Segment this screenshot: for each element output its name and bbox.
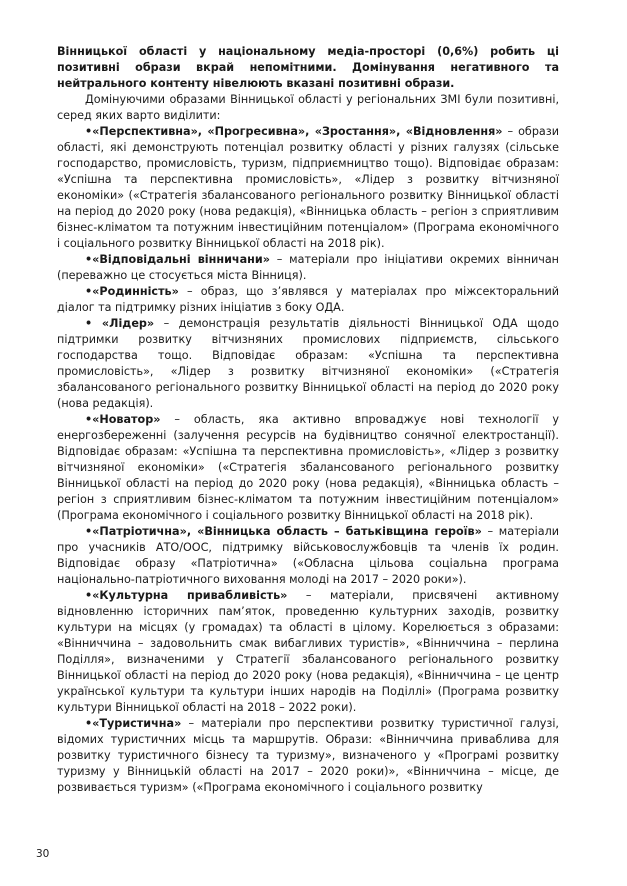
item-title: «Лідер» xyxy=(92,317,155,330)
item-bullet: • xyxy=(85,525,93,538)
item-title: «Перспективна», «Прогресивна», «Зростання», «Відновлення» xyxy=(92,125,503,138)
item-bullet: • xyxy=(85,285,93,298)
list-item xyxy=(57,316,559,412)
list-item xyxy=(57,588,559,716)
item-text: – матеріали, присвячені активному відновленню історичних пам’яток, проведенню культурних заходів, розвитку культури на місцях (у громадах) та області в цілому. Корелюється з образами: «Вінниччина – задовольнить смак вибагливих туристів», «Вінниччина – перлина Поділля», визначеними у Стратегії збалансованого регіонального розвитку Вінницької області на період до 2020 року (нова редакція), «Вінниччина – це центр української культури та культури інших народів на Поділлі» (Програма розвитку культури Вінницької області на 2018 – 2022 роки). xyxy=(57,589,559,714)
list-item xyxy=(57,252,559,284)
list-item xyxy=(57,716,559,796)
item-text: – демонстрація результатів діяльності Вінницької ОДА щодо підтримки розвитку вітчизняних промислових підприємств, сільського господарства тощо. Відповідає образам: «Успішна та перспективна промисловість», «Лідер з розвитку вітчизняної економіки» («Стратегія збалансованого регіонального розвитку Вінницької області на період до 2020 року (нова редакція). xyxy=(57,317,560,410)
item-bullet: • xyxy=(85,413,93,426)
list-item xyxy=(57,124,559,252)
item-bullet: • xyxy=(85,317,93,330)
item-title: «Новатор» xyxy=(92,413,161,426)
page-number: 30 xyxy=(36,848,50,860)
item-title: «Патріотична», «Вінницька область – батьківщина героїв» xyxy=(92,525,482,538)
item-bullet: • xyxy=(85,253,93,266)
item-bullet: • xyxy=(85,589,93,602)
item-text: – матеріали про перспективи розвитку туристичної галузі, відомих туристичних місць та маршрутів. Образи: «Вінниччина приваблива для розвитку туристичного бізнесу та туризму», визначеного у «Програмі розвитку туризму у Вінницькій області на 2017 – 2020 роки)», «Вінниччина – місце, де розвивається туризм» («Програма економічного і соціального розвитку xyxy=(57,717,559,794)
item-title: «Відповідальні вінничани» xyxy=(92,253,270,266)
item-text: – матеріали про ініціативи окремих вінничан (переважно це стосується міста Вінниця). xyxy=(57,253,559,282)
item-text: – область, яка активно впроваджує нові технології у енергозбереженні (залучення ресурсів на будівництво сонячної електростанції). Відповідає образам: «Успішна та перспективна промисловість», «Лідер з розвитку вітчизняної економіки» («Стратегія збалансованого регіонального розвитку Вінницької області на період до 2020 року (нова редакція), «Вінницька область – регіон з сприятливим бізнес-кліматом та потужним інвестиційним потенціалом» (Програма економічного і соціального розвитку Вінницької області на 2018 рік). xyxy=(57,413,559,522)
intro-paragraph: Вінницької області у національному медіа-просторі (0,6%) робить ці позитивні образи вкрай непомітними. Домінування негативного та нейтрального контенту нівелюють вказані позитивні образи. xyxy=(57,45,559,90)
list-item xyxy=(57,284,559,316)
item-title: «Культурна привабливість» xyxy=(92,589,288,602)
item-title: «Родинність» xyxy=(92,285,179,298)
list-item xyxy=(57,524,559,588)
item-bullet: • xyxy=(85,717,93,730)
item-bullet: • xyxy=(85,125,93,138)
item-text: – образ, що з’являвся у матеріалах про міжсекторальний діалог та підтримку різних ініціатив з боку ОДА. xyxy=(57,285,559,314)
list-item xyxy=(57,412,559,524)
document-page xyxy=(57,44,559,796)
item-title: «Туристична» xyxy=(92,717,182,730)
item-text: – матеріали про учасників АТО/ООС, підтримку військовослужбовців та членів їх родин. Відповідає образу «Патріотична» («Обласна цільова соціальна програма національно-патріотичного виховання молоді на 2017 – 2020 роки»). xyxy=(57,525,559,586)
lead-paragraph: Домінуючими образами Вінницької області у регіональних ЗМІ були позитивні, серед яких варто виділити: xyxy=(57,93,559,122)
item-text: – образи області, які демонструють потенціал розвитку області у різних галузях (сільське господарство, промисловість, туризм, підприємництво тощо). Відповідає образам: «Успішна та перспективна промисловість», «Лідер з розвитку вітчизняної економіки» («Стратегія збалансованого регіонального розвитку Вінницької області на період до 2020 року (нова редакція), «Вінницька область – регіон з сприятливим бізнес-кліматом та потужним інвестиційним потенціалом» (Програма економічного і соціального розвитку Вінницької області на 2018 рік). xyxy=(57,125,559,250)
